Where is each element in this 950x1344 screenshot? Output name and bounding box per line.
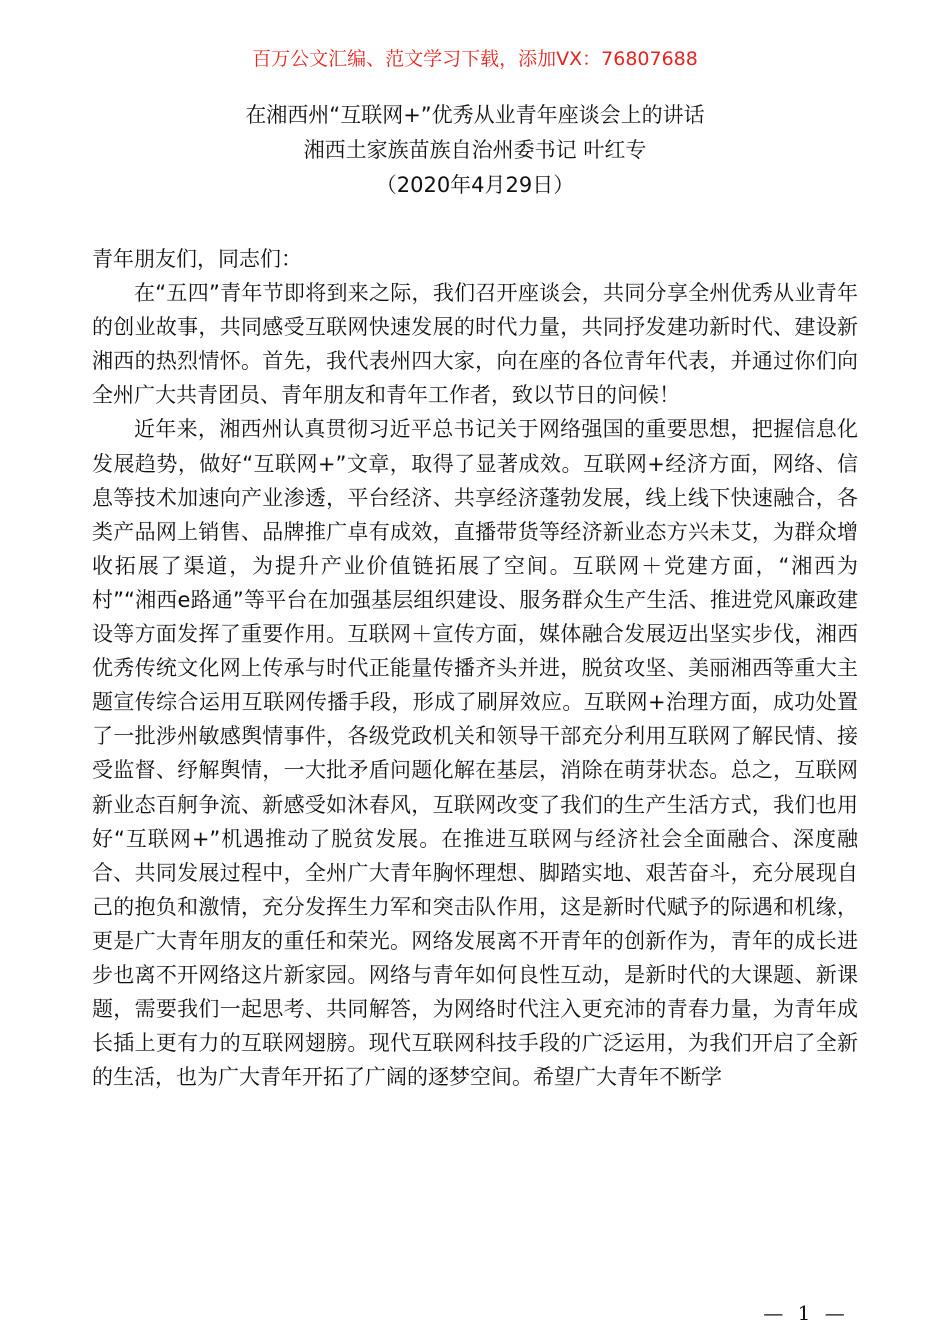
body-text xyxy=(92,242,858,1094)
speaker-line: 湘西土家族苗族自治州委书记 叶红专 xyxy=(303,138,647,162)
speech-title: 在湘西州“互联网+”优秀从业青年座谈会上的讲话 xyxy=(245,103,705,127)
speech-date: （2020年4月29日） xyxy=(375,173,575,197)
paragraph-2: 近年来，湘西州认真贯彻习近平总书记关于网络强国的重要思想，把握信息化发展趋势，做好“互联网+”文章，取得了显著成效。互联网+经济方面，网络、信息等技术加速向产业渗透，平台经济、共享经济蓬勃发展，线上线下快速融合，各类产品网上销售、品牌推广卓有成效，直播带货等经济新业态方兴未艾，为群众增收拓展了渠道，为提升产业价值链拓展了空间。互联网＋党建方面，“湘西为村”“湘西e路通”等平台在加强基层组织建设、服务群众生产生活、推进党风廉政建设等方面发挥了重要作用。互联网＋宣传方面，媒体融合发展迈出坚实步伐，湘西优秀传统文化网上传承与时代正能量传播齐头并进，脱贫攻坚、美丽湘西等重大主题宣传综合运用互联网传播手段，形成了刷屏效应。互联网+治理方面，成功处置了一批涉州敏感舆情事件，各级党政机关和领导干部充分利用互联网了解民情、接受监督、纾解舆情，一大批矛盾问题化解在基层，消除在萌芽状态。总之，互联网新业态百舸争流、新感受如沐春风，互联网改变了我们的生产生活方式，我们也用好“互联网+”机遇推动了脱贫发展。在推进互联网与经济社会全面融合、深度融合、共同发展过程中，全州广大青年胸怀理想、脚踏实地、艰苦奋斗，充分展现自己的抱负和激情，充分发挥生力军和突击队作用，这是新时代赋予的际遇和机缘，更是广大青年朋友的重任和荣光。网络发展离不开青年的创新作为，青年的成长进步也离不开网络这片新家园。网络与青年如何良性互动，是新时代的大课题、新课题，需要我们一起思考、共同解答，为网络时代注入更充沛的青春力量，为青年成长插上更有力的互联网翅膀。现代互联网科技手段的广泛运用，为我们开启了全新的生活，也为广大青年开拓了广阔的逐梦空间。希望广大青年不断学 xyxy=(92,417,858,1090)
page-number: — 1 — xyxy=(763,1301,849,1325)
header-note: 百万公文汇编、范文学习下载，添加VX：76807688 xyxy=(252,48,698,70)
title-block xyxy=(0,98,950,203)
salutation: 青年朋友们，同志们： xyxy=(92,247,302,271)
paragraph-1: 在“五四”青年节即将到来之际，我们召开座谈会，共同分享全州优秀从业青年的创业故事，共同感受互联网快速发展的时代力量，共同抒发建功新时代、建设新湘西的热烈情怀。首先，我代表州四大家，向在座的各位青年代表，并通过你们向全州广大共青团员、青年朋友和青年工作者，致以节日的问候！ xyxy=(92,281,858,408)
